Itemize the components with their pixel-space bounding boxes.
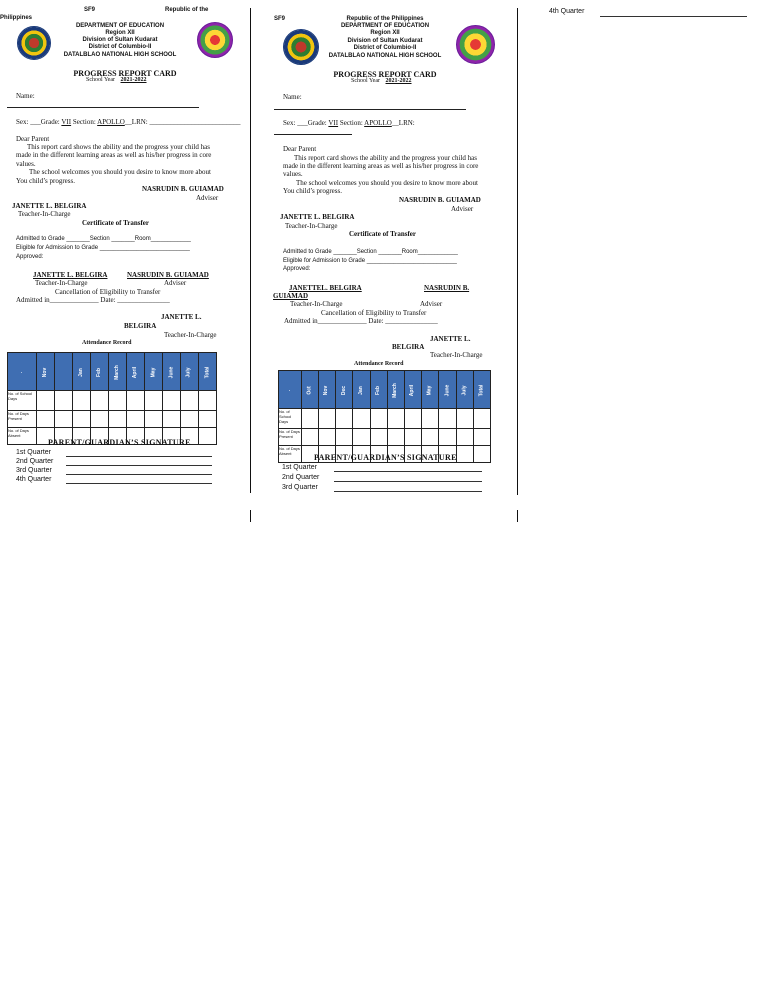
month-label: Nov xyxy=(323,385,330,395)
quarter-label: 3rd Quarter xyxy=(16,467,52,474)
guardian-signature-title: PARENT/GUARDIAN’S SIGNATURE xyxy=(314,453,457,462)
month-label: April xyxy=(409,384,416,396)
month-label: Jan xyxy=(357,385,364,395)
adviser-name: NASRUDIN B. GUIAMAD xyxy=(142,185,224,193)
adviser-name: NASRUDIN B. GUIAMAD xyxy=(399,196,481,204)
month-header-2 xyxy=(318,371,335,409)
attendance-cell[interactable] xyxy=(198,411,216,428)
sex-grade-row: Sex: ___Grade: VII Section: APOLLO__LRN: xyxy=(283,119,415,127)
adviser-role: Adviser xyxy=(451,205,474,213)
month-header-10 xyxy=(456,371,473,409)
attendance-cell[interactable] xyxy=(336,409,353,429)
approved-label: Approved: xyxy=(283,266,311,272)
philippines-label: Philippines xyxy=(0,15,33,21)
month-label: June xyxy=(167,366,174,378)
panel-divider-right xyxy=(517,8,518,495)
letter-line-3: values. xyxy=(16,160,36,168)
cancellation-label: Cancellation of Eligibility to Transfer xyxy=(55,288,161,296)
attendance-cell[interactable] xyxy=(422,429,439,446)
letter-line-5: You child’s progress. xyxy=(16,177,75,185)
month-header-7 xyxy=(404,371,421,409)
attendance-cell[interactable] xyxy=(144,411,162,428)
admitted-in-line: Admitted in______________ Date: _______________ xyxy=(16,296,170,304)
attendance-cell[interactable] xyxy=(422,409,439,429)
deped-seal-icon xyxy=(17,26,51,60)
attendance-cell[interactable] xyxy=(387,409,404,429)
attendance-cell[interactable] xyxy=(90,391,108,411)
attendance-cell[interactable] xyxy=(318,409,335,429)
letter-line-3: values. xyxy=(283,170,303,178)
section-label: Section: xyxy=(339,119,363,127)
attendance-cell[interactable] xyxy=(353,409,370,429)
month-header-4 xyxy=(353,371,370,409)
row-label: No. of School Days xyxy=(8,391,37,411)
attendance-cell[interactable] xyxy=(318,429,335,446)
sex-grade-row: Sex: ___Grade: VII Section: APOLLO__LRN: __________________________ xyxy=(16,118,241,126)
letter-line-2: made in the different learning areas as well as his/her progress in core xyxy=(16,151,212,159)
attendance-cell[interactable] xyxy=(353,429,370,446)
attendance-cell[interactable] xyxy=(473,409,490,429)
attendance-cell[interactable] xyxy=(90,411,108,428)
month-label: Total xyxy=(478,384,485,396)
letter-line-2: made in the different learning areas as well as his/her progress in core xyxy=(283,162,479,170)
attendance-cell[interactable] xyxy=(456,409,473,429)
lrn-label: LRN: xyxy=(398,119,415,127)
school-name: DATALBLAO NATIONAL HIGH SCHOOL xyxy=(63,52,177,58)
admitted-in-line: Admitted in______________ Date: _______________ xyxy=(284,317,438,325)
attendance-cell[interactable] xyxy=(36,391,54,411)
month-label: Total xyxy=(203,366,210,378)
attendance-cell[interactable] xyxy=(162,411,180,428)
attendance-cell[interactable] xyxy=(198,428,216,445)
month-header-8 xyxy=(162,353,180,391)
name-label: Name: xyxy=(16,92,35,100)
region-label: Region XII xyxy=(105,30,135,36)
republic-label: Republic of the Philippines xyxy=(346,16,424,22)
eligible-for-admission: Eligible for Admission to Grade ___________________________ xyxy=(16,245,190,251)
attendance-cell[interactable] xyxy=(162,391,180,411)
month-label: June xyxy=(443,384,450,396)
admitted-to-grade: Admitted to Grade _______Section _______Room____________ xyxy=(283,249,458,255)
quarter-label: 4th Quarter xyxy=(16,476,52,483)
month-header-2 xyxy=(54,353,72,391)
name-label: Name: xyxy=(283,93,302,101)
month-label: May xyxy=(149,367,156,377)
card-title: PROGRESS REPORT CARD xyxy=(73,69,177,78)
month-header-5 xyxy=(108,353,126,391)
attendance-cell[interactable] xyxy=(54,391,72,411)
month-header-0 xyxy=(279,371,302,409)
month-label: Nov xyxy=(41,367,48,377)
eligible-for-admission: Eligible for Admission to Grade ___________________________ xyxy=(283,258,457,264)
section-value: APOLLO xyxy=(364,119,392,127)
tic-name-line-1: JANETTE L. xyxy=(161,313,202,321)
quarter-signature-line[interactable] xyxy=(66,483,212,484)
school-seal-icon xyxy=(197,22,233,58)
month-label: . xyxy=(18,371,25,373)
month-header-0 xyxy=(8,353,37,391)
quarter-signature-line[interactable] xyxy=(66,474,212,475)
month-label: March xyxy=(392,382,399,398)
quarter-signature-line[interactable] xyxy=(66,456,212,457)
certificate-title: Certificate of Transfer xyxy=(349,230,416,238)
month-header-3 xyxy=(336,371,353,409)
month-header-1 xyxy=(301,371,318,409)
quarter-signature-line[interactable] xyxy=(334,471,482,472)
letter-line-4: The school welcomes you should you desire to know more about xyxy=(296,179,478,187)
quarter-signature-line[interactable] xyxy=(66,465,212,466)
attendance-cell[interactable] xyxy=(387,429,404,446)
month-header-4 xyxy=(90,353,108,391)
certificate-title: Certificate of Transfer xyxy=(82,219,149,227)
attendance-cell[interactable] xyxy=(180,411,198,428)
lrn-label: LRN: xyxy=(131,118,148,126)
grade-label: Grade: xyxy=(40,118,60,126)
month-label: Oct xyxy=(306,385,313,395)
row-label: No. of Days Present xyxy=(279,429,302,446)
school-year-label: School Year xyxy=(86,77,116,83)
school-year-label: School Year xyxy=(351,78,381,84)
division-label: Division of Sultan Kudarat xyxy=(82,37,158,43)
teacher-role: Teacher-In-Charge xyxy=(285,222,338,230)
admitted-to-grade: Admitted to Grade _______Section _______Room____________ xyxy=(16,236,191,242)
quarter-signature-line[interactable] xyxy=(334,481,482,482)
month-header-6 xyxy=(126,353,144,391)
attendance-cell[interactable] xyxy=(54,411,72,428)
attendance-cell[interactable] xyxy=(370,409,387,429)
attendance-cell[interactable] xyxy=(108,391,126,411)
signatory-2-role: Adviser xyxy=(420,300,443,308)
letter-line-5: You child’s progress. xyxy=(283,187,342,195)
attendance-cell[interactable] xyxy=(439,429,456,446)
tic-name-line-1: JANETTE L. xyxy=(430,335,471,343)
form-code: SF9 xyxy=(274,16,286,22)
attendance-cell[interactable] xyxy=(336,429,353,446)
month-header-8 xyxy=(422,371,439,409)
school-year-value: 2021-2022 xyxy=(385,78,412,84)
attendance-cell[interactable] xyxy=(36,411,54,428)
month-label: Feb xyxy=(375,385,382,395)
signatory-2-name: NASRUDIN B. GUIAMAD xyxy=(127,271,209,279)
month-label: Feb xyxy=(95,367,102,377)
card-title: PROGRESS REPORT CARD xyxy=(333,70,437,79)
signatory-1-role: Teacher-In-Charge xyxy=(35,279,88,287)
name-line xyxy=(7,107,199,108)
month-header-11 xyxy=(473,371,490,409)
far-right-quarter-text: 4th Quarter xyxy=(549,8,585,15)
grade-value: VII xyxy=(328,119,339,127)
month-header-9 xyxy=(180,353,198,391)
tic-role: Teacher-In-Charge xyxy=(164,331,217,339)
attendance-cell[interactable] xyxy=(456,429,473,446)
attendance-cell[interactable] xyxy=(108,411,126,428)
month-label: . xyxy=(286,389,293,391)
sex-label: Sex: xyxy=(283,119,296,127)
month-header-5 xyxy=(370,371,387,409)
republic-label: Republic of the xyxy=(165,7,209,13)
month-header-1 xyxy=(36,353,54,391)
tic-role: Teacher-In-Charge xyxy=(430,351,483,359)
region-label: Region XII xyxy=(370,30,400,36)
school-name: DATALBLAO NATIONAL HIGH SCHOOL xyxy=(328,53,442,59)
signatory-2-surname: GUIAMAD xyxy=(273,292,308,300)
month-label: May xyxy=(426,385,433,395)
department-label: DEPARTMENT OF EDUCATION xyxy=(340,23,430,29)
attendance-cell[interactable] xyxy=(72,411,90,428)
month-label: Jan xyxy=(77,367,84,377)
tic-name-line-2: BELGIRA xyxy=(124,322,157,330)
far-right-quarter-label xyxy=(549,8,584,15)
attendance-table-right xyxy=(278,370,491,463)
section-label: Section: xyxy=(72,118,96,126)
cancellation-label: Cancellation of Eligibility to Transfer xyxy=(321,309,427,317)
guardian-signature-title: PARENT/GUARDIAN’S SIGNATURE xyxy=(48,438,191,447)
approved-label: Approved: xyxy=(16,254,44,260)
row-label: No. of Days Absent xyxy=(279,446,302,463)
row-label: No. of School Days xyxy=(279,409,302,429)
divider-mark-left xyxy=(250,510,251,522)
panel-divider-left xyxy=(250,8,251,493)
quarter-label: 3rd Quarter xyxy=(282,484,318,491)
grade-label: Grade: xyxy=(307,119,327,127)
form-code: SF9 xyxy=(84,7,96,13)
attendance-table-left xyxy=(7,352,217,445)
month-label: March xyxy=(113,364,120,380)
attendance-cell[interactable] xyxy=(456,446,473,463)
attendance-cell[interactable] xyxy=(126,391,144,411)
school-year xyxy=(86,77,147,83)
adviser-role: Adviser xyxy=(196,194,219,202)
attendance-cell[interactable] xyxy=(301,429,318,446)
attendance-cell[interactable] xyxy=(473,446,490,463)
letter-line-4: The school welcomes you should you desire to know more about xyxy=(29,168,211,176)
department-label: DEPARTMENT OF EDUCATION xyxy=(75,23,165,29)
attendance-cell[interactable] xyxy=(126,411,144,428)
attendance-title: Attendance Record xyxy=(82,340,132,346)
teacher-role: Teacher-In-Charge xyxy=(18,210,71,218)
signatory-2-role: Adviser xyxy=(164,279,187,287)
school-seal-icon xyxy=(456,25,495,64)
month-label: April xyxy=(131,366,138,378)
sex-label: Sex: xyxy=(16,118,29,126)
month-header-10 xyxy=(198,353,216,391)
quarter-signature-line[interactable] xyxy=(334,491,482,492)
attendance-title: Attendance Record xyxy=(354,361,404,367)
divider-mark-right xyxy=(517,510,518,522)
month-header-6 xyxy=(387,371,404,409)
attendance-cell[interactable] xyxy=(301,409,318,429)
signatory-1-name: JANETTE L. BELGIRA xyxy=(33,271,108,279)
dear-parent: Dear Parent xyxy=(16,135,50,143)
attendance-cell[interactable] xyxy=(439,409,456,429)
division-label: Division of Sultan Kudarat xyxy=(347,38,423,44)
month-header-9 xyxy=(439,371,456,409)
school-year xyxy=(351,78,412,84)
attendance-cell[interactable] xyxy=(404,409,421,429)
district-label: District of Columbio-II xyxy=(88,44,152,50)
tic-name-line-2: BELGIRA xyxy=(392,343,425,351)
lrn-line xyxy=(274,134,352,135)
letter-line-1: This report card shows the ability and the progress your child has xyxy=(27,143,210,151)
letter-line-1: This report card shows the ability and the progress your child has xyxy=(294,154,477,162)
month-header-3 xyxy=(72,353,90,391)
dear-parent: Dear Parent xyxy=(283,145,317,153)
deped-seal-icon xyxy=(283,29,319,65)
name-line xyxy=(274,109,466,110)
attendance-cell[interactable] xyxy=(180,391,198,411)
row-label: No. of Days Present xyxy=(8,411,37,428)
quarter-label: 2nd Quarter xyxy=(16,458,54,465)
month-label: July xyxy=(185,366,192,378)
school-year-value: 2021-2022 xyxy=(120,77,147,83)
attendance-cell[interactable] xyxy=(144,391,162,411)
quarter-label: 2nd Quarter xyxy=(282,474,320,481)
section-value: APOLLO xyxy=(97,118,125,126)
district-label: District of Columbio-II xyxy=(353,45,417,51)
quarter-label: 1st Quarter xyxy=(16,449,52,456)
signatory-1-role: Teacher-In-Charge xyxy=(290,300,343,308)
attendance-cell[interactable] xyxy=(72,391,90,411)
month-header-7 xyxy=(144,353,162,391)
far-right-quarter-line xyxy=(600,16,747,17)
teacher-name: JANETTE L. BELGIRA xyxy=(12,202,87,210)
teacher-name: JANETTE L. BELGIRA xyxy=(280,213,355,221)
month-label: July xyxy=(461,384,468,396)
attendance-cell[interactable] xyxy=(404,429,421,446)
signatory-2-name: NASRUDIN B. xyxy=(424,284,470,292)
attendance-cell[interactable] xyxy=(473,429,490,446)
signatory-1-name: JANETTEL. BELGIRA xyxy=(289,284,362,292)
attendance-cell[interactable] xyxy=(198,391,216,411)
row-label: No. of Days Absent xyxy=(8,428,37,445)
grade-value: VII xyxy=(61,118,72,126)
month-label: Dec xyxy=(340,385,347,395)
quarter-label: 1st Quarter xyxy=(282,464,318,471)
attendance-cell[interactable] xyxy=(370,429,387,446)
